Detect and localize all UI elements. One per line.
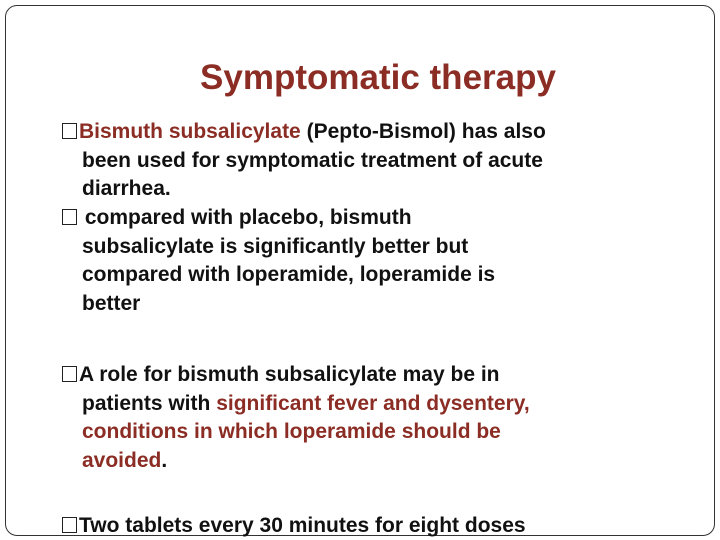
highlight-text: Bismuth subsalicylate (79, 120, 301, 143)
bullet-text: Two tablets every 30 minutes for eight doses (79, 514, 526, 537)
bullet-bismuth-use (79, 118, 546, 204)
bullet-line: been used for symptomatic treatment of acute (82, 148, 543, 172)
bullet-text: patients with (82, 391, 217, 415)
bullet-text: . (161, 448, 168, 472)
bullet-box-icon (62, 517, 77, 533)
highlight-text: avoided (82, 448, 162, 472)
bullet-line (82, 447, 530, 476)
bullet-line: better (82, 291, 141, 315)
bullet-line (62, 204, 495, 233)
bullet-box-icon (62, 209, 77, 225)
bullet-placebo-comparison (79, 204, 496, 318)
bullet-line: diarrhea. (82, 177, 171, 200)
bullet-role (79, 361, 530, 475)
bullet-box-icon (62, 366, 77, 382)
bullet-line: subsalicylate is significantly better but (82, 234, 469, 258)
bullet-line: compared with loperamide, loperamide is (82, 263, 496, 286)
bullet-text: compared with placebo, bismuth (79, 206, 412, 229)
bullet-line (62, 118, 546, 147)
bullet-dosage (79, 512, 526, 540)
slide-title: Symptomatic therapy (200, 58, 556, 97)
bullet-line (62, 361, 530, 390)
bullet-box-icon (62, 123, 77, 139)
bullet-line (62, 512, 526, 540)
bullet-text: (Pepto-Bismol) has also (300, 120, 546, 143)
bullet-text: A role for bismuth subsalicylate may be in (79, 363, 500, 386)
bullet-line (82, 390, 530, 419)
bullet-line: conditions in which loperamide should be (82, 420, 501, 443)
highlight-text: significant fever and dysentery, (216, 391, 530, 415)
